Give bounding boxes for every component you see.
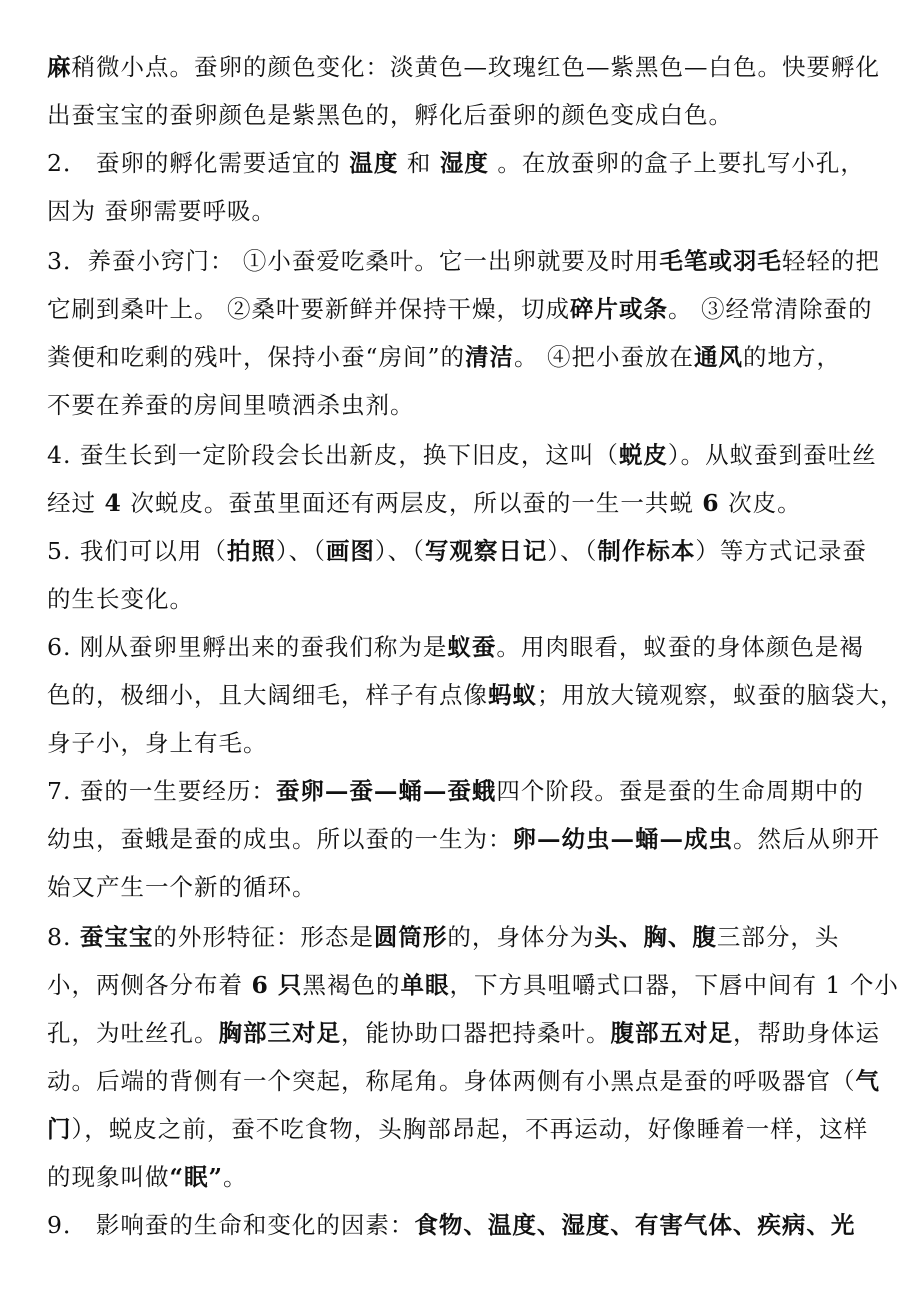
text-line [47, 47, 880, 87]
text-segment: 始又产生一个新的循环。 [47, 873, 317, 901]
text-segment: ，帮助身体运 [733, 1019, 880, 1047]
bold-text-segment: 胸部三对足 [218, 1019, 341, 1047]
text-segment: 和 [398, 149, 440, 177]
bold-text-segment: 单眼 [400, 971, 450, 999]
text-segment: 稍微小点。蚕卵的颜色变化：淡黄色—玫瑰红色—紫黑色—白色。快要孵化 [71, 53, 880, 81]
text-line [47, 385, 415, 425]
text-segment: ）。从蚁蚕到蚕吐丝 [667, 441, 877, 469]
text-segment: 的现象叫做 [47, 1163, 170, 1191]
text-line [47, 1061, 880, 1101]
text-line [47, 771, 864, 811]
text-line [47, 337, 841, 377]
text-segment: 轻轻的把 [781, 247, 880, 275]
text-segment: 的，身体分为 [447, 923, 595, 951]
text-line [47, 1205, 855, 1245]
bold-text-segment: 6 只 [251, 971, 303, 999]
bold-text-segment: 6 [702, 489, 720, 517]
text-segment: 不要在养蚕的房间里喷洒杀虫剂。 [47, 391, 415, 419]
text-segment: 色的，极细小，且大阔细毛，样子有点像 [47, 681, 488, 709]
text-line [47, 819, 880, 859]
bold-text-segment: 卵—幼虫—蛹—成虫 [512, 825, 733, 853]
text-segment: 它刷到桑叶上。 ②桑叶要新鲜并保持干燥，切成 [47, 295, 570, 323]
text-segment: 小，两侧各分布着 [47, 971, 252, 999]
bold-text-segment: 湿度 [439, 149, 489, 177]
text-line [47, 627, 864, 667]
text-segment: 身子小，身上有毛。 [47, 729, 268, 757]
bold-text-segment: 麻 [47, 53, 72, 81]
bold-text-segment: 温度 [349, 149, 399, 177]
text-line [47, 965, 899, 1005]
text-line [47, 435, 877, 475]
text-segment: 因为 蚕卵需要呼吸。 [47, 197, 276, 225]
text-segment: 动。后端的背侧有一个突起，称尾角。身体两侧有小黑点是蚕的呼吸器官（ [47, 1067, 856, 1095]
text-segment: ，能协助口器把持桑叶。 [341, 1019, 611, 1047]
bold-text-segment: 头、胸、腹 [594, 923, 717, 951]
text-line [47, 95, 733, 135]
text-line [47, 1109, 868, 1149]
text-line [47, 917, 839, 957]
bold-text-segment: 写观察日记 [424, 537, 548, 565]
text-segment: 。 ④把小蚕放在 [514, 343, 695, 371]
text-segment: 。然后从卵开 [733, 825, 880, 853]
text-segment: 7. 蚕的一生要经历： [47, 777, 276, 805]
text-segment: 次蜕皮。蚕茧里面还有两层皮，所以蚕的一生一共蜕 [121, 489, 703, 517]
bold-text-segment: 圆筒形 [373, 923, 448, 951]
bold-text-segment: 腹部五对足 [610, 1019, 733, 1047]
bold-text-segment: 碎片或条 [569, 295, 668, 323]
bold-text-segment: 制作标本 [597, 537, 696, 565]
text-segment: ；用放大镜观察，蚁蚕的脑袋大， [537, 681, 905, 709]
text-segment: 6. 刚从蚕卵里孵出来的蚕我们称为是 [47, 633, 448, 661]
text-segment: 。 [223, 1163, 248, 1191]
text-segment: ，下方具咀嚼式口器，下唇中间有 1 个小 [449, 971, 899, 999]
text-segment: 4. 蚕生长到一定阶段会长出新皮，换下旧皮，这叫（ [47, 441, 619, 469]
bold-text-segment: 食物、温度、湿度、有害气体、疾病、光 [414, 1211, 856, 1239]
text-segment: ）、（ [547, 537, 598, 565]
text-line [47, 241, 880, 281]
text-line [47, 867, 317, 907]
text-segment: 9． 影响蚕的生命和变化的因素： [47, 1211, 415, 1239]
bold-text-segment: 4 [104, 489, 122, 517]
text-segment: 3．养蚕小窍门： ①小蚕爱吃桑叶。它一出卵就要及时用 [47, 247, 660, 275]
bold-text-segment: 蚕卵—蚕—蛹—蚕蛾 [275, 777, 497, 805]
bold-text-segment: 拍照 [226, 537, 276, 565]
text-segment: 的外形特征：形态是 [153, 923, 374, 951]
text-line [47, 675, 905, 715]
text-line [47, 1157, 248, 1197]
text-segment: 幼虫，蚕蛾是蚕的成虫。所以蚕的一生为： [47, 825, 513, 853]
bold-text-segment: 气 [855, 1067, 880, 1095]
text-line [47, 191, 276, 231]
text-segment: 次皮。 [719, 489, 802, 517]
text-line [47, 531, 867, 571]
text-segment: ）等方式记录蚕 [695, 537, 867, 565]
text-segment: 孔，为吐丝孔。 [47, 1019, 219, 1047]
text-segment: 的生长变化。 [47, 585, 194, 613]
text-line [47, 483, 802, 523]
text-segment: ）、（ [275, 537, 326, 565]
bold-text-segment: 毛笔或羽毛 [659, 247, 782, 275]
bold-text-segment: 蜕皮 [618, 441, 668, 469]
bold-text-segment: 清洁 [465, 343, 515, 371]
bold-text-segment: “眠” [169, 1163, 224, 1191]
text-segment: ）、（ [374, 537, 425, 565]
text-segment: 2． 蚕卵的孵化需要适宜的 [47, 149, 350, 177]
text-segment: 黑褐色的 [302, 971, 401, 999]
text-segment: 经过 [47, 489, 105, 517]
text-segment: 三部分，头 [716, 923, 840, 951]
bold-text-segment: 蚕宝宝 [79, 923, 154, 951]
text-line [47, 579, 194, 619]
text-line [47, 143, 865, 183]
text-line [47, 1013, 880, 1053]
bold-text-segment: 画图 [325, 537, 375, 565]
text-segment: 四个阶段。蚕是蚕的生命周期中的 [496, 777, 864, 805]
bold-text-segment: 通风 [694, 343, 744, 371]
bold-text-segment: 蚁蚕 [447, 633, 497, 661]
text-segment: 。在放蚕卵的盒子上要扎写小孔， [488, 149, 865, 177]
text-segment: 粪便和吃剩的残叶，保持小蚕“房间”的 [47, 343, 466, 371]
text-segment: 8. [47, 923, 80, 951]
text-segment: 5. 我们可以用（ [47, 537, 227, 565]
text-segment: 。用肉眼看，蚁蚕的身体颜色是褐 [496, 633, 864, 661]
text-line [47, 723, 268, 763]
text-segment: 。 ③经常清除蚕的 [667, 295, 873, 323]
bold-text-segment: 蚂蚁 [488, 681, 537, 709]
bold-text-segment: 门 [47, 1115, 72, 1143]
text-segment: 的地方， [743, 343, 842, 371]
text-segment: 出蚕宝宝的蚕卵颜色是紫黑色的，孵化后蚕卵的颜色变成白色。 [47, 101, 733, 129]
text-line [47, 289, 872, 329]
text-segment: ），蜕皮之前，蚕不吃食物，头胸部昂起，不再运动，好像睡着一样，这样 [71, 1115, 869, 1143]
